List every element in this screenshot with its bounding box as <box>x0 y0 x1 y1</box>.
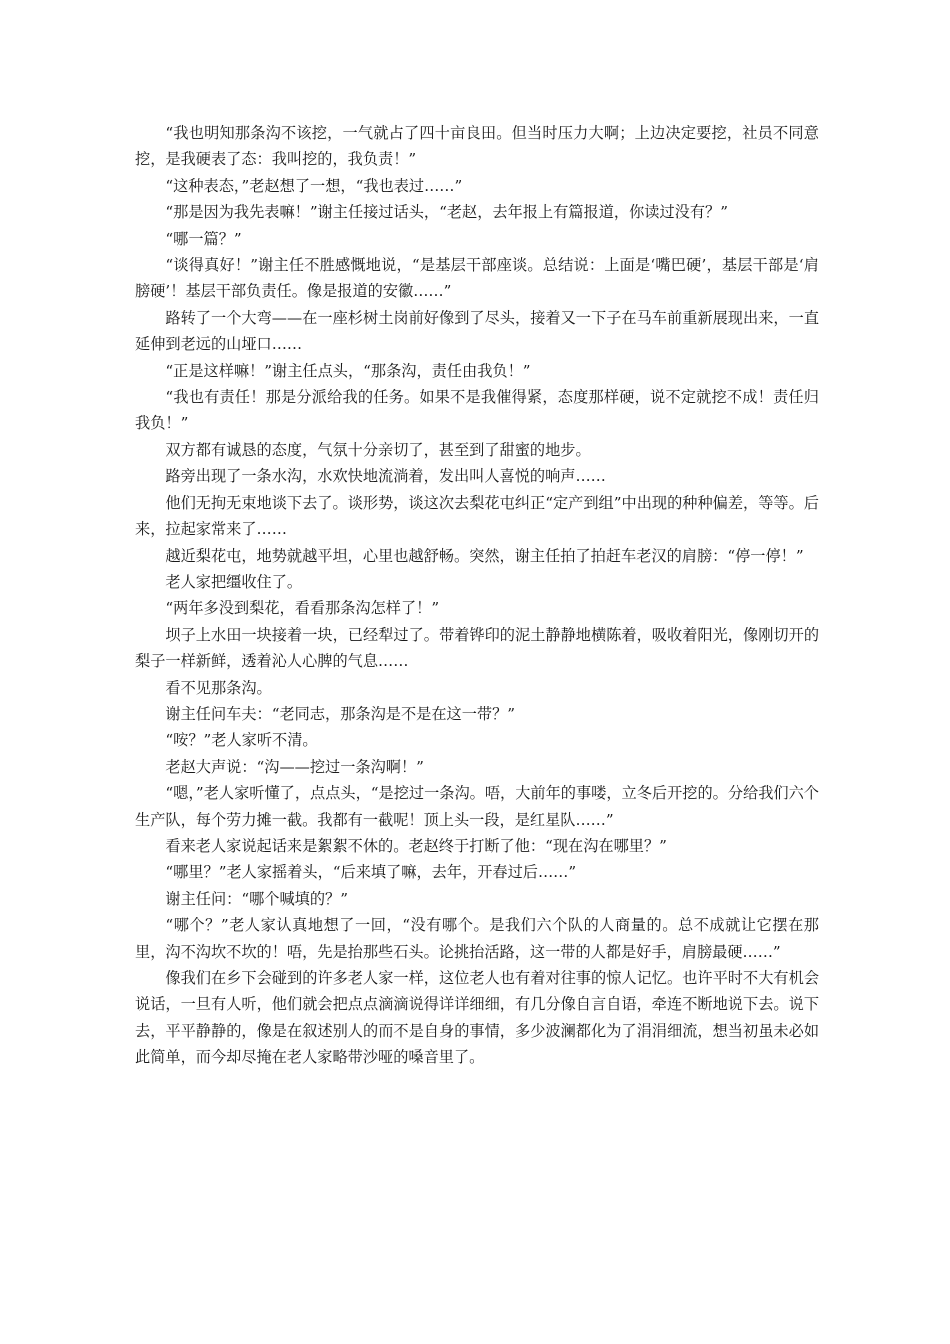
paragraph: 看不见那条沟。 <box>165 678 272 697</box>
paragraph: “这种表态，”老赵想了一想，“我也表过……” <box>165 176 463 195</box>
paragraph: 像我们在乡下会碰到的许多老人家一样，这位老人也有着对往事的惊人记忆。也许平时不大有机会说话，一旦有人听，他们就会把点点滴滴说得详详细细，有几分像自言自语，牵连不断地说下去。说下去，平平静静的，像是在叙述别人的而不是自身的事情，多少波澜都化为了涓涓细流，想当初虽未必如此简单，而今却尽掩在老人家略带沙哑的嗓音里了。 <box>135 969 819 1067</box>
document-body <box>135 120 819 1071</box>
paragraph: 路转了一个大弯——在一座杉树土岗前好像到了尽头，接着又一下子在马车前重新展现出来，一直延伸到老远的山垭口…… <box>135 308 819 354</box>
paragraph: “两年多没到梨花，看看那条沟怎样了！” <box>165 599 440 618</box>
paragraph: 越近梨花屯，地势就越平坦，心里也越舒畅。突然，谢主任拍了拍赶车老汉的肩膀：“停一停！” <box>165 546 804 565</box>
paragraph: “我也明知那条沟不该挖，一气就占了四十亩良田。但当时压力大啊；上边决定要挖，社员不同意挖，是我硬表了态：我叫挖的，我负责！” <box>135 124 819 169</box>
paragraph: 双方都有诚恳的态度，气氛十分亲切了，甚至到了甜蜜的地步。 <box>165 440 591 459</box>
paragraph: “咹？”老人家听不清。 <box>165 731 318 750</box>
paragraph: 谢主任问：“哪个喊填的？” <box>165 889 348 908</box>
paragraph: 老人家把缰收住了。 <box>165 572 303 591</box>
paragraph: “我也有责任！那是分派给我的任务。如果不是我催得紧，态度那样硬，说不定就挖不成！责任归我负！” <box>135 388 819 433</box>
paragraph: “哪里？”老人家摇着头，“后来填了嘛，去年，开春过后……” <box>165 863 577 882</box>
paragraph: “那是因为我先表嘛！”谢主任接过话头，“老赵，去年报上有篇报道，你读过没有？” <box>165 203 729 222</box>
paragraph: “正是这样嘛！”谢主任点头，“那条沟，责任由我负！” <box>165 361 531 380</box>
paragraph: “哪个？”老人家认真地想了一回，“没有哪个。是我们六个队的人商量的。总不成就让它摆在那里，沟不沟坎不坎的！唔，先是抬那些石头。论挑抬活路，这一带的人都是好手，肩膀最硬……” <box>135 916 819 961</box>
paragraph: 坝子上水田一块接着一块，已经犁过了。带着铧印的泥土静静地横陈着，吸收着阳光，像刚切开的梨子一样新鲜，透着沁人心脾的气息…… <box>135 625 819 671</box>
paragraph: “嗯，”老人家听懂了，点点头，“是挖过一条沟。唔，大前年的事喽，立冬后开挖的。分给我们六个生产队，每个劳力摊一截。我都有一截呢！顶上头一段，是红星队……” <box>135 784 819 829</box>
paragraph: 他们无拘无束地谈下去了。谈形势，谈这次去梨花屯纠正“定产到组”中出现的种种偏差，等等。后来，拉起家常来了…… <box>135 493 819 539</box>
paragraph: “谈得真好！”谢主任不胜感慨地说，“是基层干部座谈。总结说：上面是‘嘴巴硬’，基层干部是‘肩膀硬’！基层干部负责任。像是报道的安徽……” <box>135 256 819 301</box>
paragraph: 路旁出现了一条水沟，水欢快地流淌着，发出叫人喜悦的响声…… <box>165 467 606 486</box>
paragraph: “哪一篇？” <box>165 229 242 248</box>
paragraph: 老赵大声说：“沟——挖过一条沟啊！” <box>165 757 424 776</box>
paragraph: 看来老人家说起话来是絮絮不休的。老赵终于打断了他：“现在沟在哪里？” <box>165 836 667 855</box>
paragraph: 谢主任问车夫：“老同志，那条沟是不是在这一带？” <box>165 704 516 723</box>
